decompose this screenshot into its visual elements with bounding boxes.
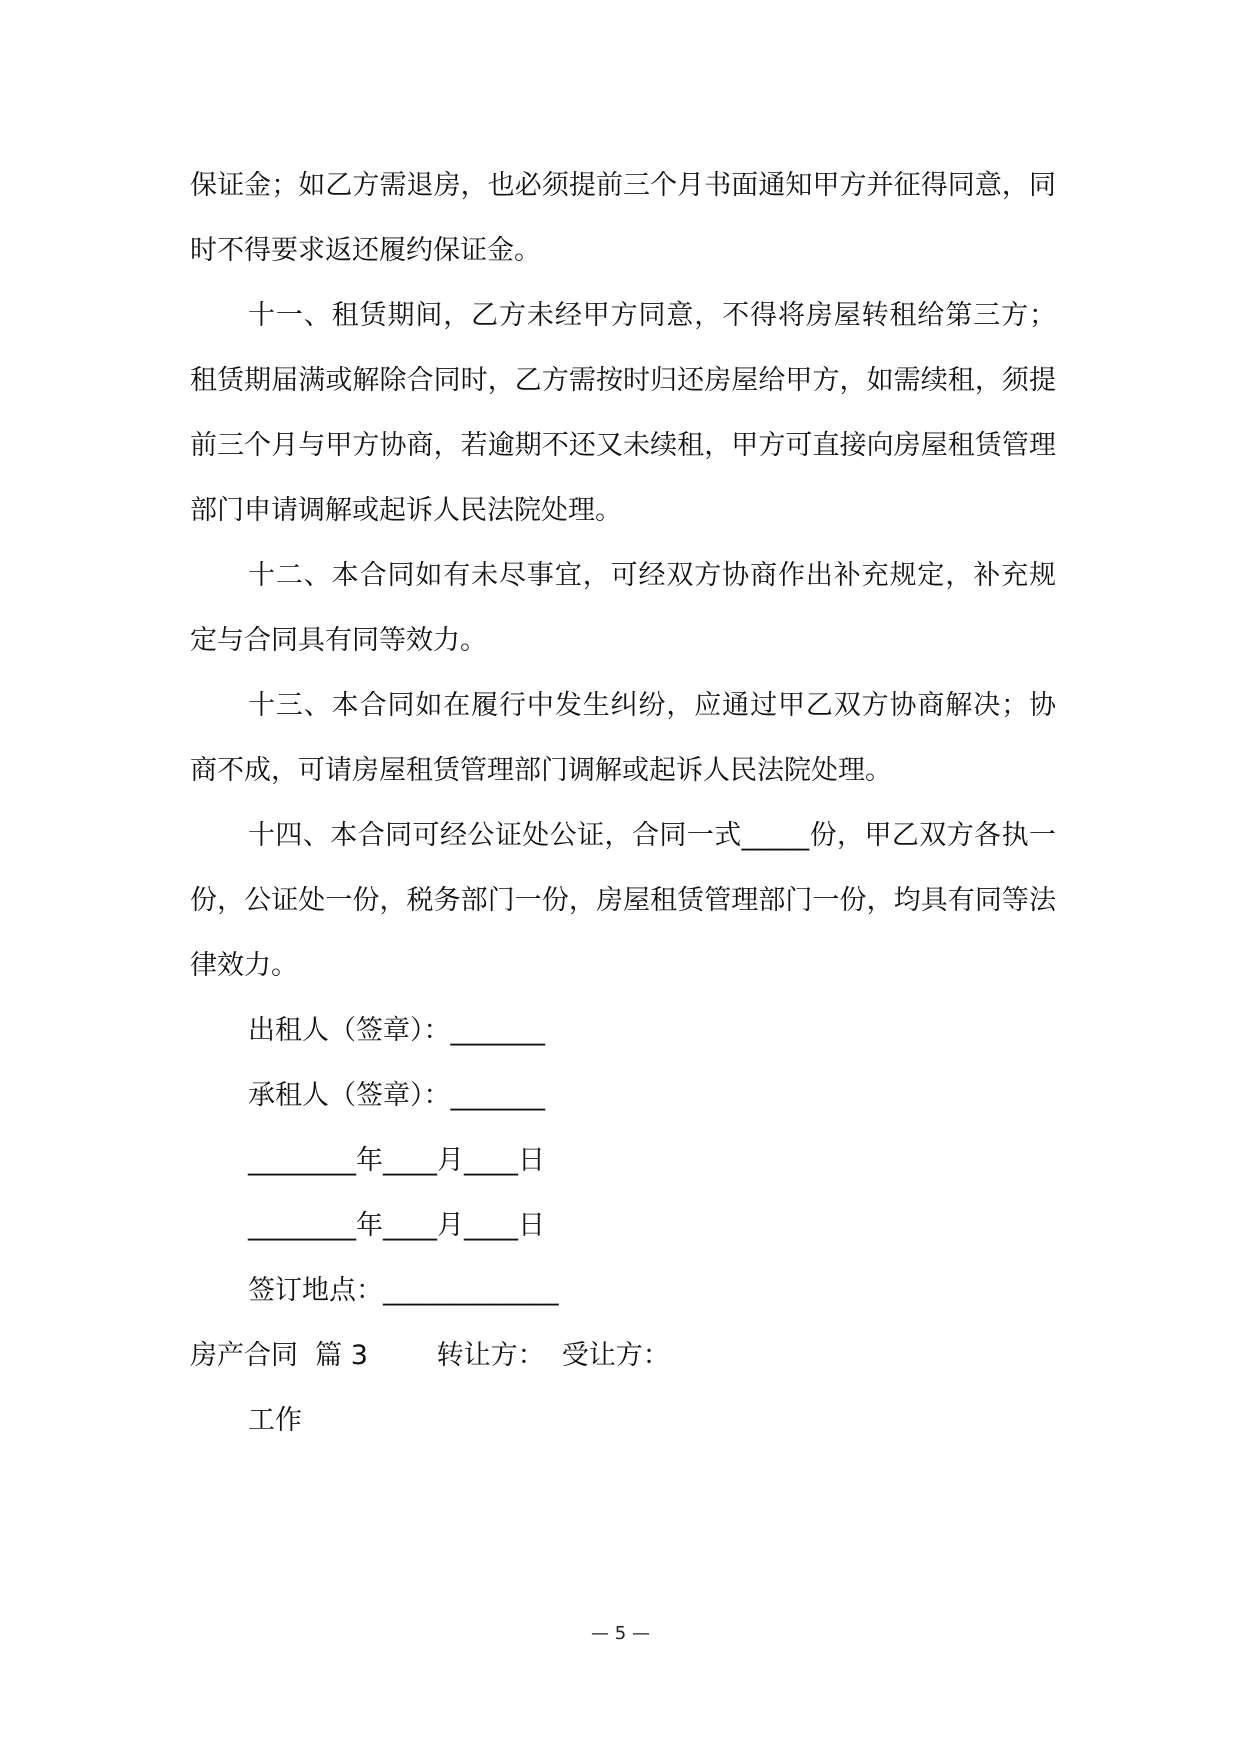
paragraph-clause-12: 十二、本合同如有未尽事宜，可经双方协商作出补充规定，补充规定与合同具有同等效力。 [190,560,1056,656]
page-number: — 5 — [591,1623,650,1644]
trailing-text: 工作 [248,1405,302,1436]
paragraph-clause-11: 十一、租赁期间，乙方未经甲方同意，不得将房屋转租给第三方；租赁期届满或解除合同时，乙方需按时归还房屋给甲方，如需续租，须提前三个月与甲方协商，若逾期不还又未续租，甲方可直接向房屋租赁管理部门申请调解或起诉人民法院处理。 [190,300,1056,526]
paragraph-deposit-continuation: 保证金；如乙方需退房，也必须提前三个月书面通知甲方并征得同意，同时不得要求返还履约保证金。 [190,170,1056,266]
paragraph-clause-13: 十三、本合同如在履行中发生纠纷，应通过甲乙双方协商解决；协商不成，可请房屋租赁管理部门调解或起诉人民法院处理。 [190,690,1056,786]
date-line-1: ________年____月____日 [248,1145,545,1176]
lessor-signature-line: 出租人（签章）：_______ [248,1015,545,1046]
paragraph-clause-14: 十四、本合同可经公证处公证，合同一式_____份，甲乙双方各执一份，公证处一份，税务部门一份，房屋租赁管理部门一份，均具有同等法律效力。 [190,820,1056,981]
signing-place-line: 签订地点：_____________ [248,1275,559,1306]
contract-body [190,153,1056,1453]
section-header-contract-3: 房产合同 篇 3 转让方： 受让方： [190,1340,670,1371]
date-line-2: ________年____月____日 [248,1210,545,1241]
lessee-signature-line: 承租人（签章）：_______ [248,1080,545,1111]
